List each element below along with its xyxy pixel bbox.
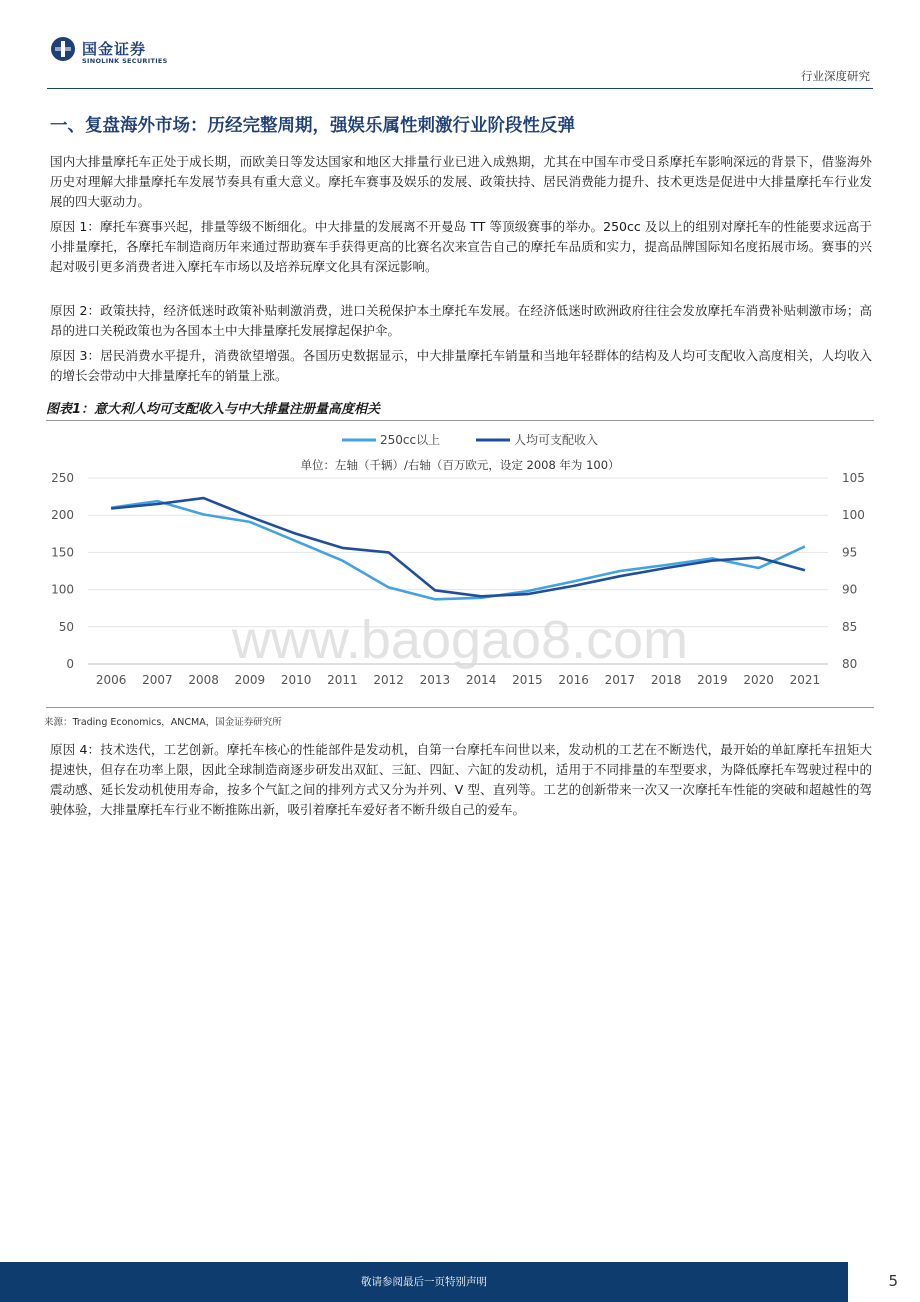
- x-tick-label: 2020: [743, 673, 774, 687]
- y-right-tick-label: 80: [842, 657, 858, 671]
- x-tick-label: 2010: [280, 673, 312, 687]
- paragraph-intro: 国内大排量摩托车正处于成长期，而欧美日等发达国家和地区大排量行业已进入成熟期，尤其在中国车市受日系摩托车影响深远的背景下，借鉴海外历史对理解大排量摩托车发展节奏具有重大意义。摩托车赛事及娱乐的发展、政策扶持、居民消费能力提升、技术更迭是促进中大排量摩托车行业发展的四大驱动力。: [50, 154, 872, 209]
- y-right-tick-label: 85: [842, 619, 858, 634]
- paragraph-reason-4: 原因 4：技术迭代，工艺创新。摩托车核心的性能部件是发动机，自第一台摩托车问世以来，发动机的工艺在不断迭代，最开始的单缸摩托车扭矩大提速快，但存在功率上限，因此全球制造商逐步研发出双缸、三缸、四缸、六缸的发动机，适用于不同排量的车型要求，为降低摩托车驾驶过程中的震动感、延长发动机使用寿命，按多个气缸之间的排列方式又分为并列、V 型、直列等。工艺的创新带来一次又一次摩托车性能的突破和超越性的驾驶体验，大排量摩托车行业不断推陈出新，吸引着摩托车爱好者不断升级自己的爱车。: [50, 742, 872, 817]
- series-line-income: [111, 498, 805, 596]
- y-right-tick-label: 95: [842, 545, 858, 560]
- y-left-tick-label: 250: [51, 471, 74, 485]
- section-title: 一、复盘海外市场：历经完整周期，强娱乐属性刺激行业阶段性反弹: [50, 116, 575, 136]
- x-tick-label: 2018: [650, 673, 682, 687]
- figure-title: 图表1：意大利人均可支配收入与中大排量注册量高度相关: [46, 402, 381, 417]
- paragraph-reason-1: 原因 1：摩托车赛事兴起，排量等级不断细化。中大排量的发展离不开曼岛 TT 等顶级赛事的举办。250cc 及以上的组别对摩托车的性能要求远高于小排量摩托，各摩托车制造商历年来通过帮助赛车手获得更高的比赛名次来宣告自己的摩托车品质和实力，提高品牌国际知名度拓展市场。赛事的兴起对吸引更多消费者进入摩托车市场以及培养玩摩文化具有深远影响。: [50, 219, 872, 274]
- x-tick-label: 2014: [465, 673, 497, 687]
- x-tick-label: 2012: [373, 673, 404, 687]
- figure-source: 来源：Trading Economics，ANCMA，国金证券研究所: [44, 717, 282, 728]
- sinolink-logo-icon: [50, 36, 76, 62]
- figure-top-rule: [46, 420, 874, 421]
- income-registration-chart: [46, 422, 874, 706]
- brand-name-cn: 国金证券: [82, 40, 147, 58]
- x-tick-label: 2019: [697, 673, 728, 687]
- page-number: 5: [888, 1272, 898, 1290]
- x-tick-label: 2021: [789, 673, 821, 687]
- footer-disclaimer: 敬请参阅最后一页特别声明: [361, 1276, 487, 1288]
- x-tick-label: 2006: [95, 673, 127, 687]
- y-left-tick-label: 0: [66, 657, 74, 671]
- x-tick-label: 2009: [234, 673, 266, 687]
- x-tick-label: 2008: [188, 673, 219, 687]
- y-left-tick-label: 50: [58, 619, 74, 634]
- chart-canvas: [46, 422, 874, 706]
- legend-label-250cc: 250cc以上: [380, 433, 441, 447]
- x-tick-label: 2016: [558, 673, 589, 687]
- report-type-label: 行业深度研究: [801, 69, 870, 83]
- y-right-tick-label: 100: [842, 508, 865, 523]
- y-left-tick-label: 150: [51, 545, 74, 560]
- x-tick-label: 2007: [142, 673, 173, 687]
- x-tick-label: 2015: [512, 673, 543, 687]
- y-right-tick-label: 105: [842, 471, 865, 485]
- x-tick-label: 2017: [604, 673, 636, 687]
- y-right-tick-label: 90: [842, 582, 858, 597]
- x-tick-label: 2013: [419, 673, 451, 687]
- brand-name-en: SINOLINK SECURITIES: [82, 57, 168, 65]
- figure-bottom-rule: [46, 707, 874, 708]
- legend-label-income: 人均可支配收入: [514, 433, 599, 447]
- x-tick-label: 2011: [327, 673, 358, 687]
- y-left-tick-label: 100: [51, 582, 74, 597]
- paragraph-reason-2: 原因 2：政策扶持，经济低迷时政策补贴刺激消费，进口关税保护本土摩托车发展。在经济低迷时欧洲政府往往会发放摩托车消费补贴刺激市场；高昂的进口关税政策也为各国本土中大排量摩托发展撑起保护伞。: [50, 303, 872, 338]
- brand-logo: [50, 36, 190, 70]
- y-left-tick-label: 200: [51, 508, 74, 523]
- series-line-250cc: [111, 501, 805, 599]
- header-divider: [47, 88, 873, 89]
- watermark: www.baogao8.com: [231, 610, 689, 670]
- paragraph-reason-3: 原因 3：居民消费水平提升，消费欲望增强。各国历史数据显示，中大排量摩托车销量和当地年轻群体的结构及人均可支配收入高度相关，人均收入的增长会带动中大排量摩托车的销量上涨。: [50, 348, 872, 383]
- chart-subtitle: 单位：左轴（千辆）/右轴（百万欧元，设定 2008 年为 100）: [300, 458, 620, 472]
